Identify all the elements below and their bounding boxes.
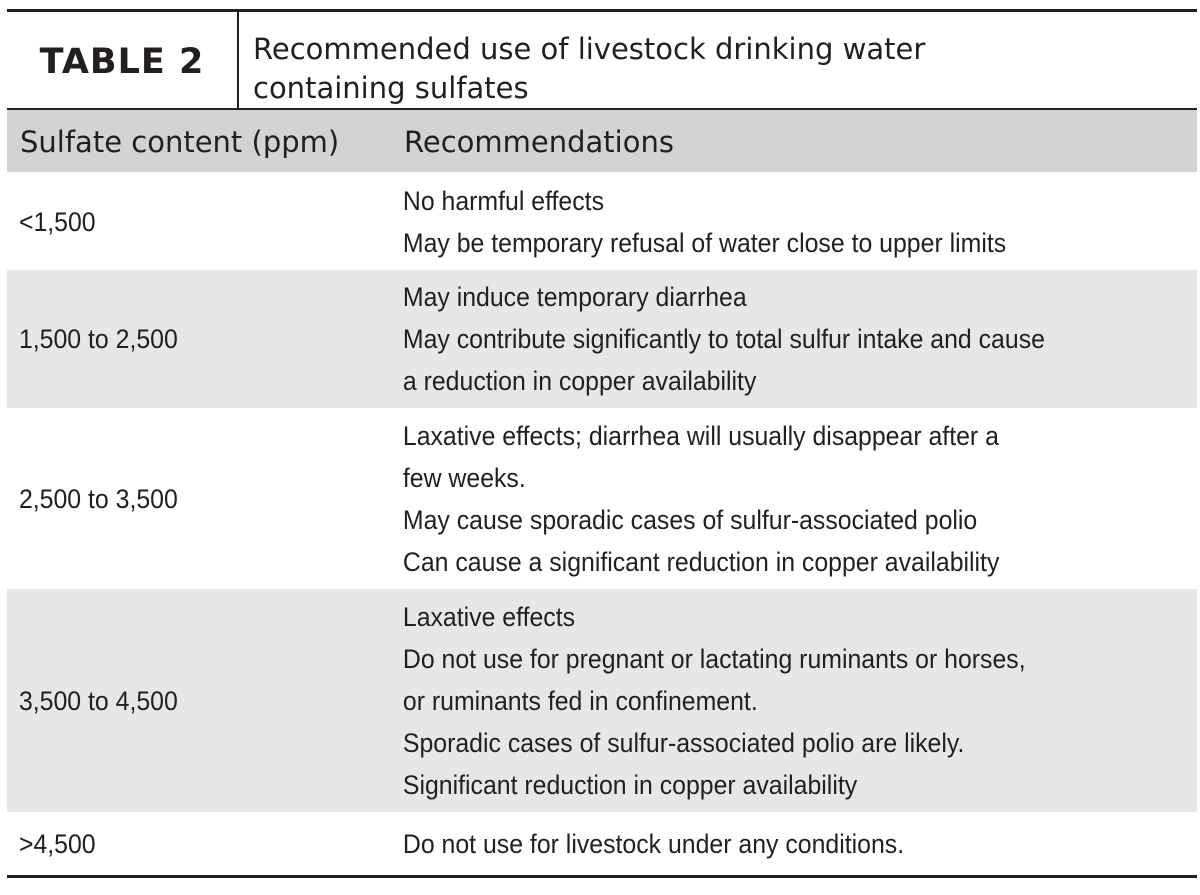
table-title: Recommended use of livestock drinking water containing sulfates xyxy=(253,32,926,105)
sulfate-range-cell: >4,500 xyxy=(18,828,96,859)
table-row xyxy=(7,174,1197,270)
table-row xyxy=(7,270,1197,408)
sulfate-range-cell: 2,500 to 3,500 xyxy=(18,483,178,514)
table-number-label: TABLE 2 xyxy=(7,12,239,108)
table-title-bar xyxy=(7,9,1197,110)
sulfate-range-cell: 3,500 to 4,500 xyxy=(18,685,178,716)
table-row xyxy=(7,408,1197,589)
header-recommendations: Recommendations xyxy=(404,125,674,159)
table-header-row xyxy=(7,110,1197,174)
sulfate-range-cell: 1,500 to 2,500 xyxy=(18,324,178,354)
sulfate-range-cell: <1,500 xyxy=(18,206,96,237)
recommendation-cell: May induce temporary diarrhea May contribute significantly to total sulfur intake and cause a reduction in copper availability xyxy=(402,282,1045,396)
table-row xyxy=(7,589,1197,812)
table-row xyxy=(7,812,1197,878)
sulfate-table xyxy=(7,9,1197,878)
recommendation-cell: Do not use for livestock under any conditions. xyxy=(402,828,905,859)
recommendation-cell: No harmful effects May be temporary refusal of water close to upper limits xyxy=(402,185,1007,258)
header-sulfate-content: Sulfate content (ppm) xyxy=(20,125,340,159)
recommendation-cell: Laxative effects Do not use for pregnant or lactating ruminants or horses, or ruminants fed in confinement. Sporadic cases of sulfur-associated polio are likely. Significant reduction in copper availability xyxy=(402,601,1026,800)
recommendation-cell: Laxative effects; diarrhea will usually disappear after a few weeks. May cause sporadic cases of sulfur-associated polio Can cause a significant reduction in copper availability xyxy=(402,420,1000,577)
